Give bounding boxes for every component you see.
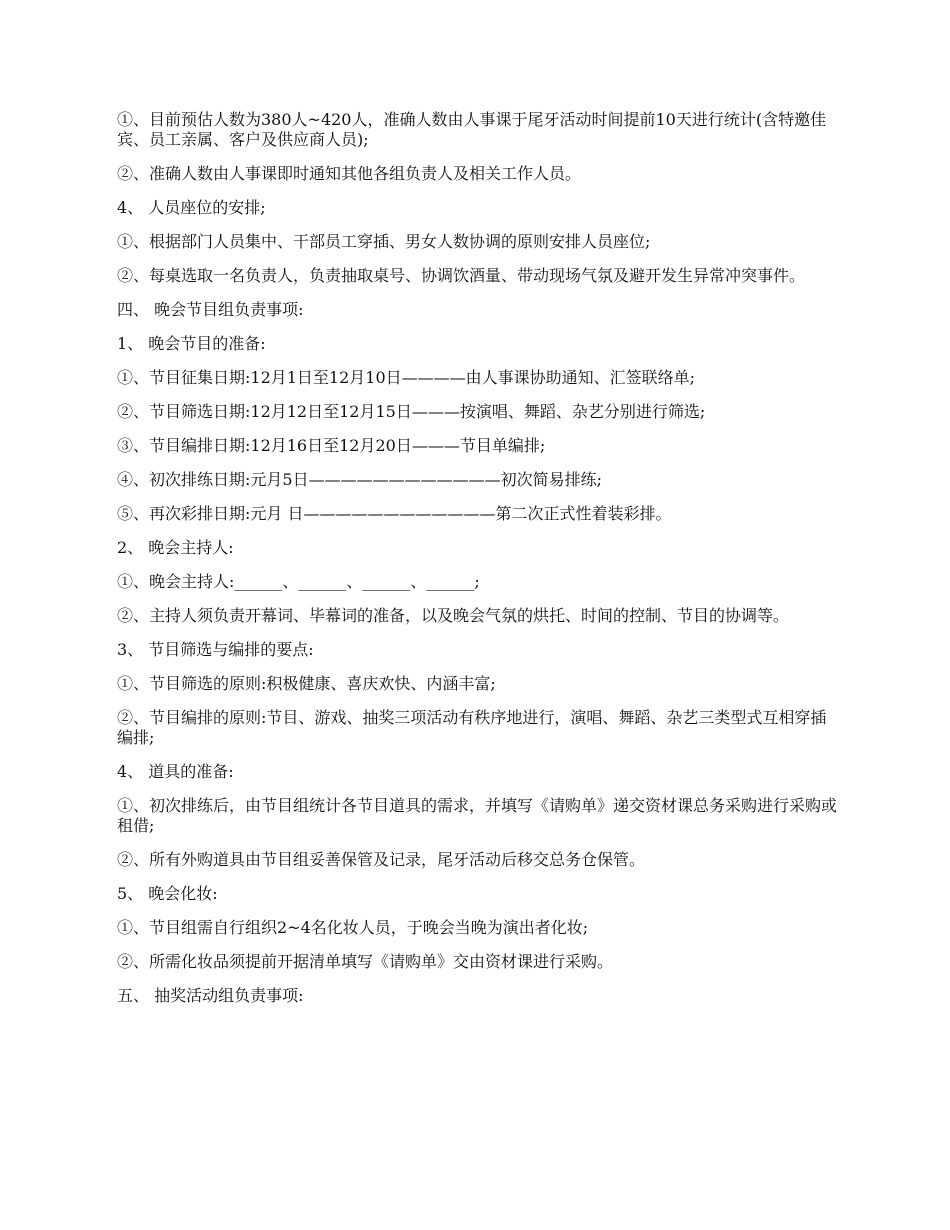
document-body [117,110,841,1020]
heading-makeup: 5、 晚会化妆: [117,884,218,903]
paragraph-estimate-count: ①、目前预估人数为380人~420人，准确人数由人事课于尾牙活动时间提前10天进行统计(含特邀佳宾、员工亲属、客户及供应商人员); [117,110,827,149]
heading-seating: 4、 人员座位的安排; [117,198,266,217]
paragraph-props-purchase: ①、初次排练后，由节目组统计各节目道具的需求，并填写《请购单》递交资材课总务采购进行采购或租借; [117,796,838,835]
paragraph-makeup-purchase: ②、所需化妆品须提前开据清单填写《请购单》交由资材课进行采购。 [117,952,614,971]
paragraph-makeup-staff: ①、节目组需自行组织2~4名化妆人员，于晚会当晚为演出者化妆; [117,918,589,937]
heading-program-group: 四、 晚会节目组负责事项: [117,300,304,319]
heading-program-prep: 1、 晚会节目的准备: [117,334,266,353]
paragraph-host-duties: ②、主持人须负责开幕词、毕幕词的准备，以及晚会气氛的烘托、时间的控制、节目的协调等。 [117,606,790,625]
paragraph-table-leader: ②、每桌选取一名负责人，负责抽取桌号、协调饮酒量、带动现场气氛及避开发生异常冲突事件。 [117,266,806,285]
paragraph-screen-principle: ①、节目筛选的原则:积极健康、喜庆欢快、内涵丰富; [117,674,496,693]
paragraph-first-rehearsal: ④、初次排练日期:元月5日————————————初次简易排练; [117,470,602,489]
paragraph-program-arrange: ③、节目编排日期:12月16日至12月20日———节目单编排; [117,436,546,455]
paragraph-host-names: ①、晚会主持人:______、______、______、______; [117,572,480,591]
paragraph-program-collect: ①、节目征集日期:12月1日至12月10日————由人事课协助通知、汇签联络单; [117,368,696,387]
heading-host: 2、 晚会主持人: [117,538,234,557]
heading-lottery-group: 五、 抽奖活动组负责事项: [117,986,304,1005]
paragraph-seating-principle: ①、根据部门人员集中、干部员工穿插、男女人数协调的原则安排人员座位; [117,232,651,251]
heading-props: 4、 道具的准备: [117,762,234,781]
paragraph-notify-count: ②、准确人数由人事课即时通知其他各组负责人及相关工作人员。 [117,164,582,183]
paragraph-arrange-principle: ②、节目编排的原则:节目、游戏、抽奖三项活动有秩序地进行，演唱、舞蹈、杂艺三类型式互相穿插编排; [117,708,827,747]
paragraph-props-storage: ②、所有外购道具由节目组妥善保管及记录，尾牙活动后移交总务仓保管。 [117,850,646,869]
paragraph-dress-rehearsal: ⑤、再次彩排日期:元月 日————————————第二次正式性着装彩排。 [117,504,672,523]
heading-program-key-points: 3、 节目筛选与编排的要点: [117,640,314,659]
paragraph-program-screen: ②、节目筛选日期:12月12日至12月15日———按演唱、舞蹈、杂艺分别进行筛选; [117,402,706,421]
